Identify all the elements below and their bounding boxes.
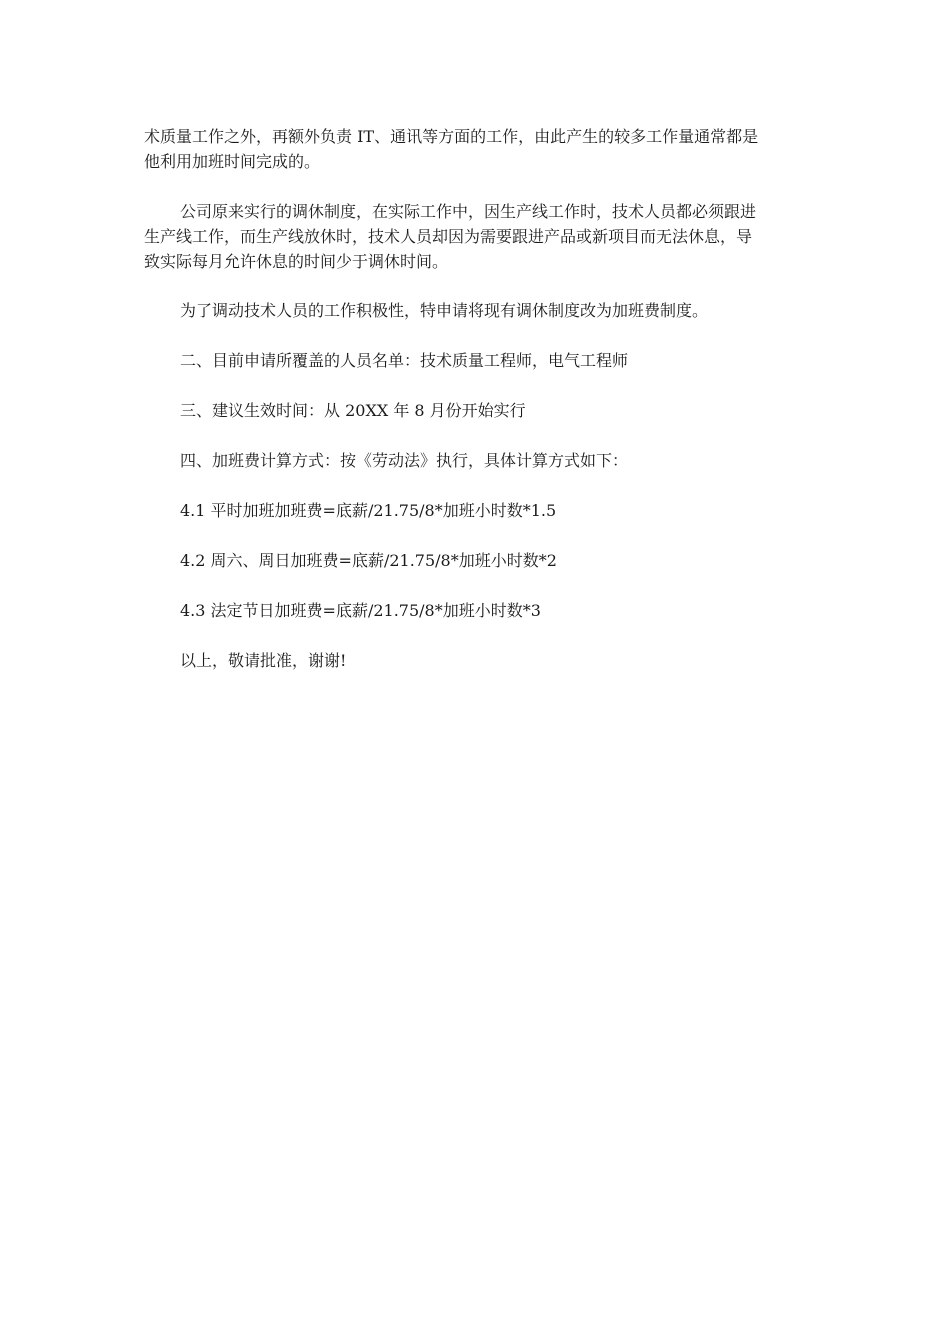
text-line: 致实际每月允许休息的时间少于调休时间。 bbox=[144, 252, 449, 271]
paragraph-overtime-workload bbox=[144, 124, 809, 174]
paragraph-formula-holiday bbox=[180, 598, 809, 623]
paragraph-formula-weekend bbox=[180, 548, 809, 573]
paragraph-personnel bbox=[180, 348, 809, 373]
text-line: 为了调动技术人员的工作积极性，特申请将现有调休制度改为加班费制度。 bbox=[180, 301, 709, 320]
paragraph-calculation-method bbox=[180, 448, 809, 473]
paragraph-formula-weekday bbox=[180, 498, 809, 523]
paragraph-current-policy bbox=[144, 199, 809, 274]
text-line: 以上，敬请批准，谢谢! bbox=[180, 651, 347, 670]
text-line: 他利用加班时间完成的。 bbox=[144, 152, 321, 171]
text-line: 4.3 法定节日加班费=底薪/21.75/8*加班小时数*3 bbox=[180, 601, 541, 620]
paragraph-closing bbox=[180, 648, 809, 673]
paragraph-request bbox=[180, 298, 809, 323]
text-line: 生产线工作，而生产线放休时，技术人员却因为需要跟进产品或新项目而无法休息，导 bbox=[144, 227, 753, 246]
text-line: 4.2 周六、周日加班费=底薪/21.75/8*加班小时数*2 bbox=[180, 551, 557, 570]
text-line: 三、建议生效时间：从 20XX 年 8 月份开始实行 bbox=[180, 401, 526, 420]
paragraph-effective-date bbox=[180, 398, 809, 423]
text-line: 术质量工作之外，再额外负责 IT、通讯等方面的工作，由此产生的较多工作量通常都是 bbox=[144, 127, 759, 146]
text-line: 四、加班费计算方式：按《劳动法》执行，具体计算方式如下： bbox=[180, 451, 629, 470]
text-line: 公司原来实行的调休制度，在实际工作中，因生产线工作时，技术人员都必须跟进 bbox=[180, 202, 757, 221]
text-line: 4.1 平时加班加班费=底薪/21.75/8*加班小时数*1.5 bbox=[180, 501, 557, 520]
text-line: 二、目前申请所覆盖的人员名单：技术质量工程师，电气工程师 bbox=[180, 351, 629, 370]
